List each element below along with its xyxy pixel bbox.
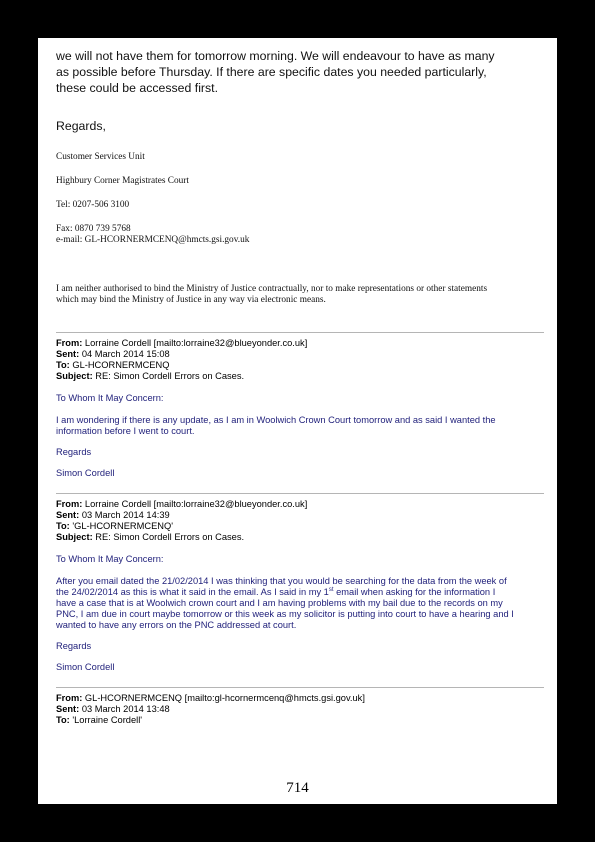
separator-line [56,687,544,688]
email-header [56,499,544,543]
signature-unit: Customer Services Unit [56,152,145,162]
email-regards: Regards [56,641,92,651]
email-body-line: PNC, I am due in court maybe tomorrow or this week as my solicitor is putting into court to have a hearing and I [56,609,514,619]
signature-tel: Tel: 0207-506 3100 [56,200,130,210]
email-from: From: GL-HCORNERMCENQ [mailto:gl-hcornermcenq@hmcts.gsi.gov.uk] [56,693,365,703]
email-to: To: GL-HCORNERMCENQ [56,360,170,370]
email-body-line: have a case that is at Woolwich crown court and I am having problems with my bail due to the records on my [56,598,503,608]
document-page [38,38,557,804]
email-body-line: information before I went to court. [56,426,195,436]
email-greeting: To Whom It May Concern: [56,554,164,564]
email-sender-name: Simon Cordell [56,468,115,478]
intro-line: these could be accessed first. [56,81,218,95]
email-sent: Sent: 03 March 2014 14:39 [56,510,170,520]
email-header [56,338,544,382]
email-sender-name: Simon Cordell [56,662,115,672]
email-subject: Subject: RE: Simon Cordell Errors on Cases. [56,371,245,381]
disclaimer [56,284,544,306]
signature-court: Highbury Corner Magistrates Court [56,176,189,186]
separator-line [56,332,544,333]
email-body-line: I am wondering if there is any update, as I am in Woolwich Crown Court tomorrow and as said I wanted the [56,415,496,425]
disclaimer-line: which may bind the Ministry of Justice in any way via electronic means. [56,295,326,305]
signature-email: e-mail: GL-HCORNERMCENQ@hmcts.gsi.gov.uk [56,235,250,245]
disclaimer-line: I am neither authorised to bind the Ministry of Justice contractually, nor to make representations or other statements [56,284,488,294]
signature-fax: Fax: 0870 739 5768 [56,224,131,234]
email-sent: Sent: 04 March 2014 15:08 [56,349,170,359]
email-subject: Subject: RE: Simon Cordell Errors on Cases. [56,532,245,542]
email-body-line: the 24/02/2014 as this is what it said in the email. As I said in my 1st email when asking for the information I [56,586,496,597]
email-body-line: wanted to have any errors on the PNC addressed at court. [56,620,297,630]
email-sent: Sent: 03 March 2014 13:48 [56,704,170,714]
email-from: From: Lorraine Cordell [mailto:lorraine32@blueyonder.co.uk] [56,338,308,348]
email-from: From: Lorraine Cordell [mailto:lorraine32@blueyonder.co.uk] [56,499,308,509]
email-greeting: To Whom It May Concern: [56,393,164,403]
page-content [56,48,544,726]
email-header [56,693,544,726]
intro-line: as possible before Thursday. If there are specific dates you needed particularly, [56,65,487,79]
email-to: To: 'Lorraine Cordell' [56,715,143,725]
intro-line: we will not have them for tomorrow morning. We will endeavour to have as many [56,49,495,63]
email-body-line: After you email dated the 21/02/2014 I was thinking that you would be searching for the data from the week of [56,576,507,586]
regards-text: Regards, [56,119,106,133]
email-regards: Regards [56,447,92,457]
page-number: 714 [286,780,309,796]
email-to: To: 'GL-HCORNERMCENQ' [56,521,174,531]
separator-line [56,493,544,494]
signature-block [56,152,544,246]
